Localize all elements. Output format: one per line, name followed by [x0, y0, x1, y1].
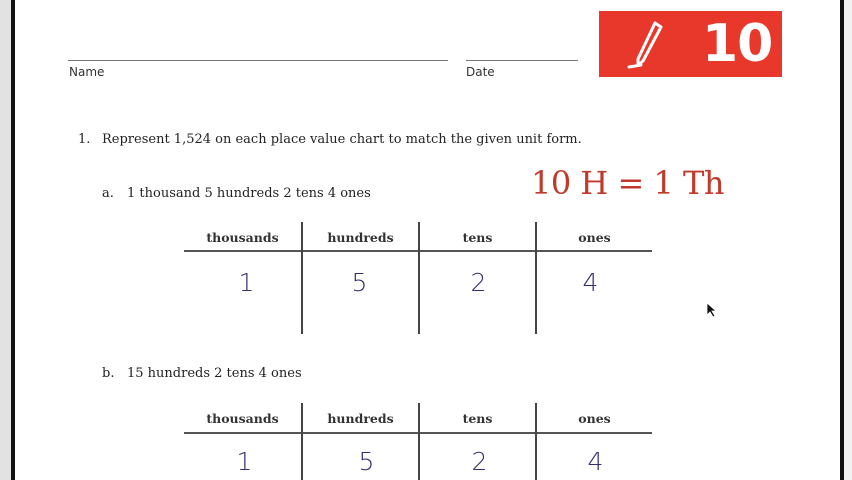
value-hundreds: 5	[351, 268, 368, 297]
question-number: 1.	[78, 132, 91, 147]
part-b-text: 15 hundreds 2 tens 4 ones	[127, 366, 302, 381]
header-tens: tens	[462, 230, 493, 245]
part-b-letter: b.	[102, 366, 115, 381]
pencil-icon	[625, 19, 675, 71]
value-tens: 2	[471, 447, 488, 476]
handwritten-annotation: 10 H = 1 Th	[531, 164, 724, 202]
mouse-cursor-icon	[706, 302, 718, 318]
name-line	[68, 60, 448, 61]
right-gutter	[844, 0, 852, 480]
name-label: Name	[69, 65, 105, 79]
header-ones: ones	[578, 230, 611, 245]
value-thousands: 1	[238, 268, 255, 297]
place-value-chart-a	[184, 222, 652, 334]
lesson-badge	[599, 11, 782, 77]
header-hundreds: hundreds	[327, 411, 394, 426]
header-thousands: thousands	[206, 230, 279, 245]
header-thousands: thousands	[206, 411, 279, 426]
header-ones: ones	[578, 411, 611, 426]
part-a-text: 1 thousand 5 hundreds 2 tens 4 ones	[127, 186, 371, 201]
question-prompt: Represent 1,524 on each place value chart to match the given unit form.	[102, 132, 582, 147]
page-border-left	[11, 0, 15, 480]
value-hundreds: 5	[358, 447, 375, 476]
value-thousands: 1	[236, 447, 253, 476]
place-value-chart-b	[184, 403, 652, 480]
date-label: Date	[466, 65, 495, 79]
header-hundreds: hundreds	[327, 230, 394, 245]
part-a-letter: a.	[102, 186, 114, 201]
left-gutter	[0, 0, 11, 480]
lesson-number: 10	[702, 14, 773, 74]
date-line	[466, 60, 578, 61]
value-ones: 4	[587, 447, 604, 476]
header-tens: tens	[462, 411, 493, 426]
value-tens: 2	[470, 268, 487, 297]
value-ones: 4	[582, 268, 599, 297]
